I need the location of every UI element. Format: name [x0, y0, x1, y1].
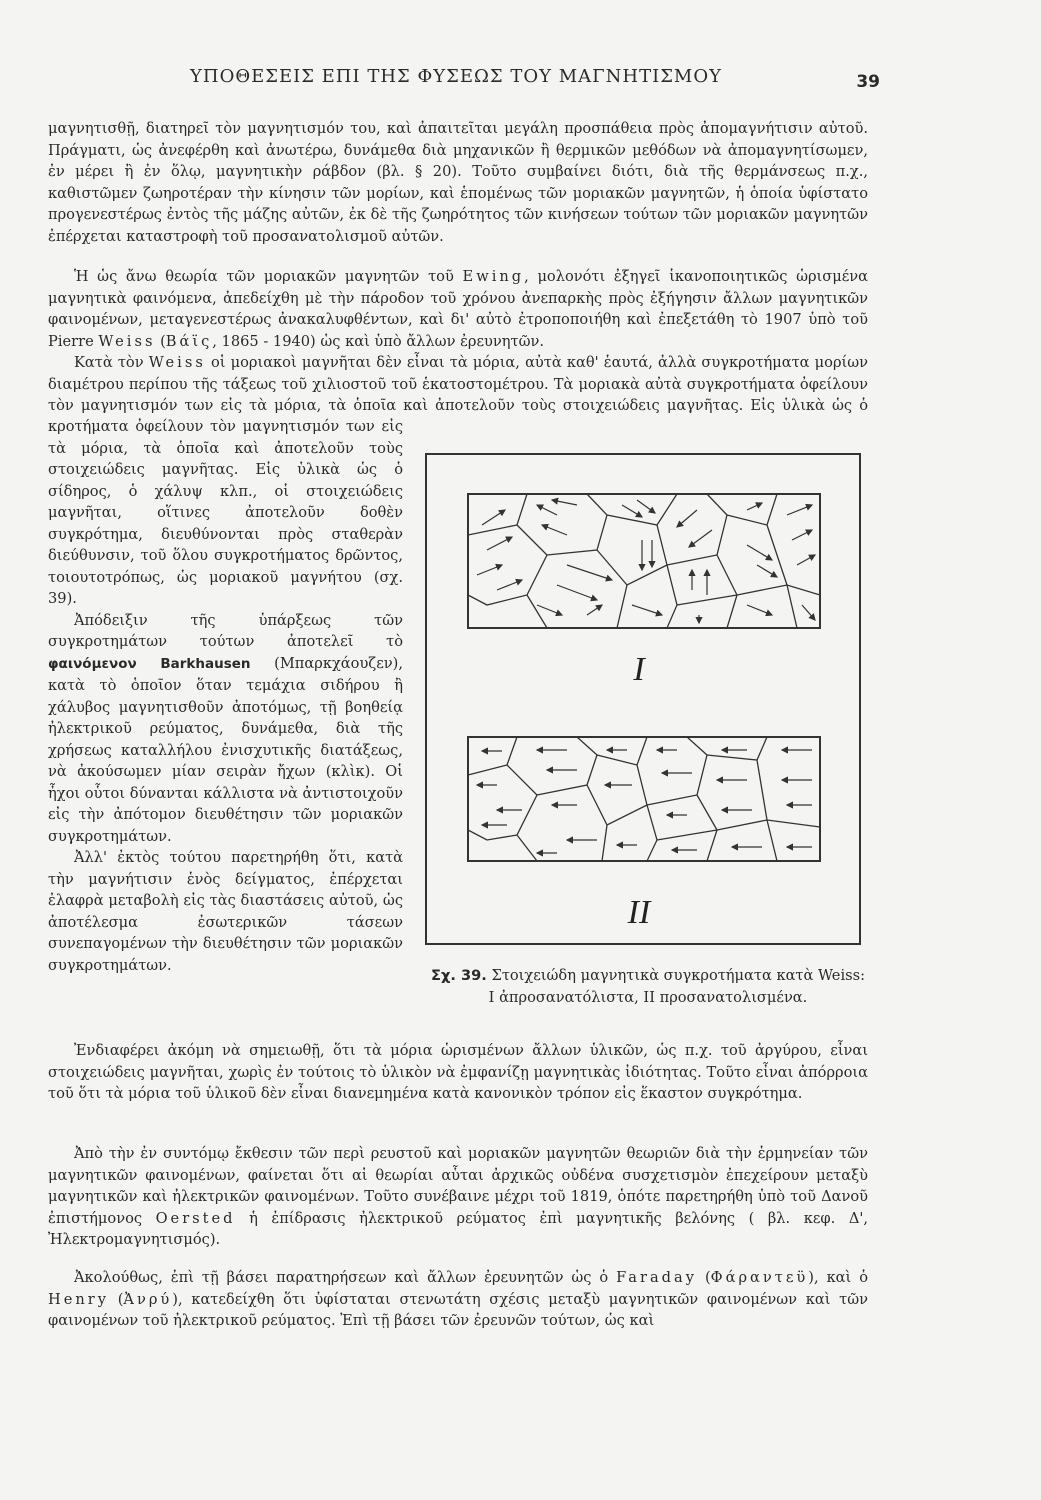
page-number: 39	[856, 72, 880, 92]
figure-39	[425, 453, 861, 945]
name-ewing: Ewing	[462, 268, 525, 285]
paragraph-6: Ἐνδιαφέρει ἀκόμη νὰ σημειωθῇ, ὅτι τὰ μόρια ὡρισμένων ἄλλων ὑλικῶν, ὡς π.χ. τοῦ ἀργύρου, εἶναι στοιχειώδεις μαγνῆται, χωρὶς ἐν τούτοις τὸ ὑλικὸν νὰ ἐμφανίζῃ μαγνητικὰς ἰδιότητας. Τοῦτο εἶναι ἀπόρροια τοῦ ὅτι τὰ μόρια τοῦ ὑλικοῦ δὲν εἶναι διανεμημένα κατὰ κανονικὸν τρόπον εἰς ἕκαστον συγκρότημα.	[48, 1042, 868, 1102]
name-faraday: Faraday	[616, 1269, 697, 1286]
panel-unoriented	[468, 494, 820, 628]
paragraph-2: Ἡ ὡς ἄνω θεωρία τῶν μοριακῶν μαγνητῶν τοῦ Ewing, μολονότι ἐξηγεῖ ἱκανοποιητικῶς ὡρισμένα μαγνητικὰ φαινόμενα, ἀπεδείχθη μὲ τὴν πάροδον τοῦ χρόνου ἀνεπαρκὴς πρὸς ἐξήγησιν ἄλλων μαγνητικῶν φαινομένων, μεταγενεστέρως ἀνακαλυφθέντων, καὶ δι' αὐτὸ ἐτροποποιήθη καὶ ἐπεξετάθη τὸ 1907 ὑπὸ τοῦ Pierre Weiss (Βάϊς, 1865 - 1940) ὡς καὶ ὑπὸ ἄλλων ἐρευνητῶν.	[48, 268, 869, 350]
paragraph-8: Ἀκολούθως, ἐπὶ τῇ βάσει παρατηρήσεων καὶ ἄλλων ἐρευνητῶν ὡς ὁ Faraday (Φάραντεϋ), καὶ ὁ Henry (Ἀνρύ), κατεδείχθη ὅτι ὑφίσταται στενωτάτη σχέσις μεταξὺ μαγνητικῶν φαινομένων καὶ τῶν φαινομένων τοῦ ἠλεκτρικοῦ ρεύματος. Ἐπὶ τῇ βάσει τῶν ἐρευνῶν τούτων, ὡς καὶ	[48, 1269, 868, 1329]
barkhausen-term: φαινόμενον Barkhausen	[48, 655, 251, 672]
figure-caption	[428, 965, 868, 1009]
name-weiss: Weiss	[98, 332, 156, 350]
paragraph-7: Ἀπὸ τὴν ἐν συντόμῳ ἔκθεσιν τῶν περὶ ρευστοῦ καὶ μοριακῶν μαγνητῶν θεωριῶν διὰ τὴν ἑρμηνείαν τῶν μαγνητικῶν φαινομένων, φαίνεται ὅτι αἱ θεωρίαι αὗται ἀρχικῶς οὐδένα συσχετισμὸν ἐπεχείρουν μεταξὺ μαγνητικῶν καὶ ἠλεκτρικῶν φαινομένων. Τοῦτο συνέβαινε μέχρι τοῦ 1819, ὁπότε παρετηρήθη ὑπὸ τοῦ Δανοῦ ἐπιστήμονος Oersted ἡ ἐπίδρασις ἠλεκτρικοῦ ρεύματος ἐπὶ μαγνητικῆς βελόνης ( βλ. κεφ. Δ', Ἠλεκτρομαγνητισμός).	[48, 1145, 869, 1248]
paragraph-1: μαγνητισθῇ, διατηρεῖ τὸν μαγνητισμόν του, καὶ ἀπαιτεῖται μεγάλη προσπάθεια πρὸς ἀπομαγνήτισιν αὐτοῦ. Πράγματι, ὡς ἀνεφέρθη καὶ ἀνωτέρω, δυνάμεθα διὰ μηχανικῶν ἢ θερμικῶν μεθόδων νὰ ἀπομαγνητίσωμεν, ἐν μέρει ἢ ἐν ὅλῳ, μαγνητικὴν ράβδον (βλ. § 20). Τοῦτο συμβαίνει διότι, διὰ τῆς θερμάνσεως π.χ., καθιστῶμεν ζωηροτέραν τὴν κίνησιν τῶν μορίων, καὶ ἑπομένως τῶν μοριακῶν μαγνητῶν, ἡ ὁποία ὑφίστατο προγενεστέρως ἐντὸς τῆς μάζης αὐτῶν, ἐκ δὲ τῆς ζωηρότητος τῶν κινήσεων τούτων τῶν μοριακῶν μαγνητῶν ἐπέρχεται καταστροφὴ τοῦ προσανατολισμοῦ αὐτῶν.	[48, 120, 868, 245]
name-henry: Henry	[48, 1290, 109, 1308]
caption-text: Στοιχειώδη μαγνητικὰ συγκροτήματα κατὰ Weiss: I ἀπροσανατόλιστα, II προσανατολισμένα.	[488, 967, 866, 1006]
arrows-unoriented	[477, 500, 815, 623]
panel-oriented	[468, 737, 820, 861]
name-vais: Βάϊς	[165, 332, 213, 350]
paragraph-3-top: Κατὰ τὸν Weiss οἱ μοριακοὶ μαγνῆται δὲν εἶναι τὰ μόρια, αὐτὰ καθ' ἑαυτά, ἀλλὰ συγκροτήματα μορίων διαμέτρου περίπου τῆς τάξεως τοῦ χιλιοστοῦ τοῦ ἑκατοστομέτρου. Τὰ μοριακὰ αὐτὰ συγκροτήματα ὀφείλουν τὸν μαγνητισμόν των εἰς τὰ μόρια, τὰ ὁποῖα καὶ ἀποτελοῦν τοὺς στοιχειώδεις μαγνῆτας. Εἰς ὑλικὰ ὡς ὁ	[48, 354, 868, 414]
figure-label-2: II	[627, 894, 651, 931]
figure-drawing	[427, 455, 859, 943]
arrows-oriented	[477, 750, 812, 853]
paragraph-5: Ἀλλ' ἐκτὸς τούτου παρετηρήθη ὅτι, κατὰ τὴν μαγνήτισιν ἑνὸς δείγματος, ἐπέρχεται ἐλαφρὰ μεταβολὴ εἰς τὰς διαστάσεις αὐτοῦ, ὡς ἀποτέλεσμα ἐσωτερικῶν τάσεων συνεπαγομένων τὴν διευθέτησιν τῶν μοριακῶν συγκροτημάτων.	[48, 849, 403, 974]
paragraph-3-4-5-column: κροτήματα ὀφείλουν τὸν μαγνητισμόν των εἰς τὰ μόρια, τὰ ὁποῖα καὶ ἀποτελοῦν τοὺς στοιχειώδεις μαγνῆτας. Εἰς ὑλικὰ ὡς ὁ σίδηρος, ὁ χάλυψ κλπ., οἱ στοιχειώδεις μαγνῆται, οἵτινες ἀποτελοῦν δοθὲν συγκρότημα, διευθύνονται πρὸς σταθερὰν διεύθυνσιν, τοῦ ὅλου συγκροτήματος δρῶντος, τοιουτοτρόπως, ὡς μοριακοῦ μαγνήτου (σχ. 39). Ἀπόδειξιν τῆς ὑπάρξεως τῶν συγκροτημάτων τούτων ἀποτελεῖ τὸ φαινόμενον Barkhausen (Μπαρκχάουζεν), κατὰ τὸ ὁποῖον ὅταν τεμάχια σιδήρου ἢ χάλυβος μαγνητισθοῦν ἀποτόμως, τῇ βοηθείᾳ ἠλεκτρικοῦ ρεύματος, δυνάμεθα, διὰ τῆς χρήσεως καταλλήλου ἐνισχυτικῆς διατάξεως, νὰ ἀκούσωμεν μίαν σειρὰν ἤχων (κλὶκ). Οἱ ἦχοι οὗτοι δύνανται κάλλιστα νὰ ἀντιστοιχοῦν εἰς τὴν ἀπότομον διευθέτησιν τῶν μοριακῶν συγκροτημάτων. Ἀλλ' ἐκτὸς τούτου παρετηρήθη ὅτι, κατὰ τὴν μαγνήτισιν ἑνὸς δείγματος, ἐπέρχεται ἐλαφρὰ μεταβολὴ εἰς τὰς διαστάσεις αὐτοῦ, ὡς ἀποτέλεσμα ἐσωτερικῶν τάσεων συνεπαγομένων τὴν διευθέτησιν τῶν μοριακῶν συγκροτημάτων.	[48, 416, 403, 976]
paragraph-4: Ἀπόδειξιν τῆς ὑπάρξεως τῶν συγκροτημάτων τούτων ἀποτελεῖ τὸ φαινόμενον Barkhausen (Μπαρκχάουζεν), κατὰ τὸ ὁποῖον ὅταν τεμάχια σιδήρου ἢ χάλυβος μαγνητισθοῦν ἀποτόμως, τῇ βοηθείᾳ ἠλεκτρικοῦ ρεύματος, δυνάμεθα, διὰ τῆς χρήσεως καταλλήλου ἐνισχυτικῆς διατάξεως, νὰ ἀκούσωμεν μίαν σειρὰν ἤχων (κλὶκ). Οἱ ἦχοι οὗτοι δύνανται κάλλιστα νὰ ἀντιστοιχοῦν εἰς τὴν ἀπότομον διευθέτησιν τῶν μοριακῶν συγκροτημάτων.	[48, 611, 403, 845]
page-header	[120, 60, 880, 100]
running-title: ΥΠΟΘΕΣΕΙΣ ΕΠΙ ΤΗΣ ΦΥΣΕΩΣ ΤΟΥ ΜΑΓΝΗΤΙΣΜΟΥ	[190, 66, 723, 87]
figure-label-1: I	[633, 651, 645, 688]
name-oersted: Oersted	[155, 1209, 236, 1227]
caption-label: Σχ. 39.	[430, 967, 487, 984]
